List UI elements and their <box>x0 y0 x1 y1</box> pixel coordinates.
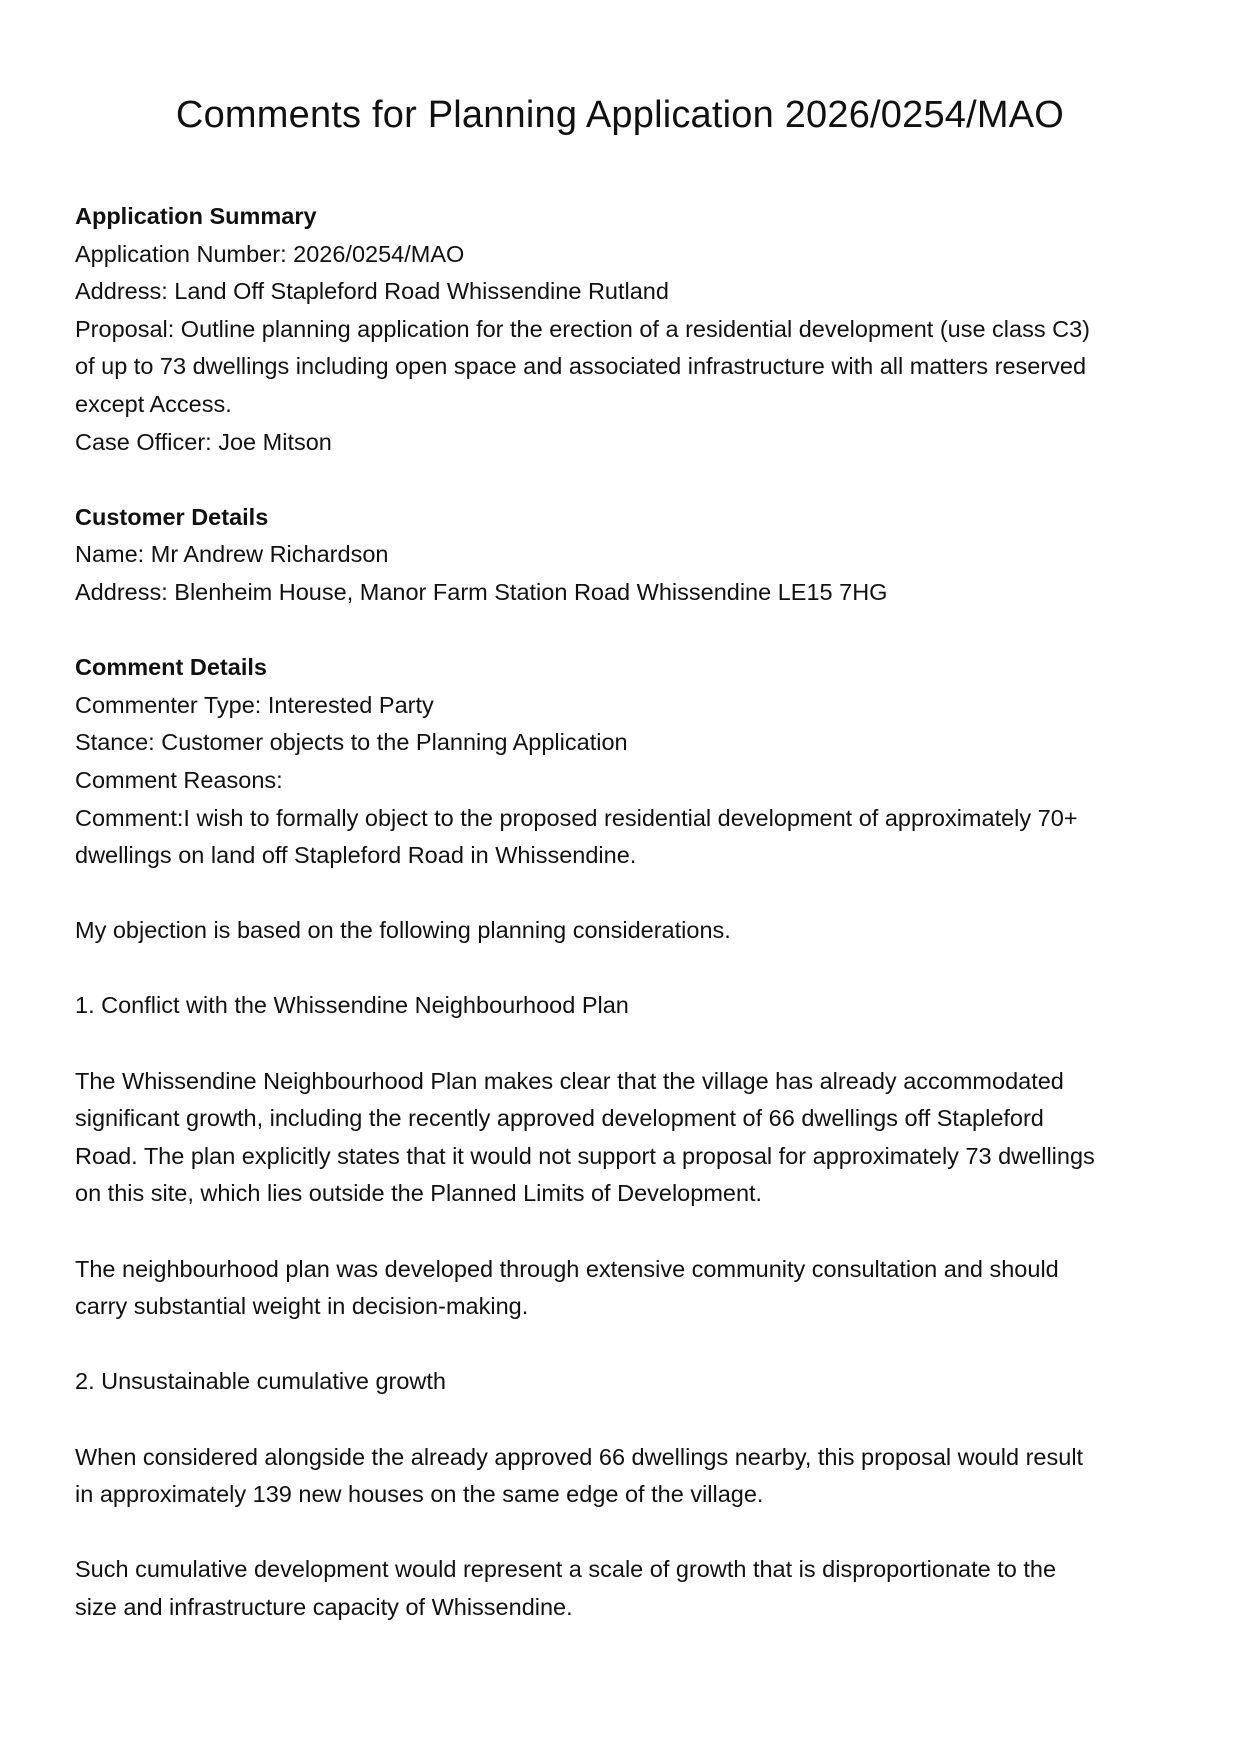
spacer <box>75 1326 1175 1364</box>
point-1-paragraph-line: significant growth, including the recently approved development of 66 dwellings off Stapleford <box>75 1105 1044 1132</box>
proposal-line: of up to 73 dwellings including open space and associated infrastructure with all matters reserved <box>75 353 1087 380</box>
spacer <box>75 1025 1175 1063</box>
point-1-paragraph-line: The Whissendine Neighbourhood Plan makes clear that the village has already accommodated <box>75 1067 1064 1094</box>
comment-details-section <box>75 649 1175 1626</box>
application-number: Application Number: 2026/0254/MAO <box>75 240 465 267</box>
customer-address: Address: Blenheim House, Manor Farm Station Road Whissendine LE15 7HG <box>75 578 888 605</box>
proposal-line: Proposal: Outline planning application for the erection of a residential development (use class C3) <box>75 315 1090 342</box>
application-summary-section <box>75 198 1175 461</box>
comment-reasons: Comment Reasons: <box>75 766 283 793</box>
spacer <box>75 875 1175 913</box>
application-address: Address: Land Off Stapleford Road Whissendine Rutland <box>75 278 669 305</box>
spacer <box>75 1514 1175 1552</box>
point-2-paragraph-line: in approximately 139 new houses on the same edge of the village. <box>75 1481 764 1508</box>
comment-intro-line: dwellings on land off Stapleford Road in Whissendine. <box>75 842 637 869</box>
page-title: Comments for Planning Application 2026/0254/MAO <box>175 94 1065 136</box>
point-2-heading: 2. Unsustainable cumulative growth <box>75 1368 446 1395</box>
customer-name: Name: Mr Andrew Richardson <box>75 541 389 568</box>
case-officer: Case Officer: Joe Mitson <box>75 428 332 455</box>
point-1-heading: 1. Conflict with the Whissendine Neighbourhood Plan <box>75 992 629 1019</box>
spacer <box>75 950 1175 988</box>
comment-intro-line: Comment:I wish to formally object to the proposed residential development of approximately 70+ <box>75 804 1078 831</box>
point-2-paragraph-2-line: Such cumulative development would represent a scale of growth that is disproportionate to the <box>75 1556 1057 1583</box>
document-body <box>75 198 1175 1627</box>
spacer <box>75 612 1175 650</box>
spacer <box>75 461 1175 499</box>
spacer <box>75 1401 1175 1439</box>
application-summary-heading: Application Summary <box>75 203 317 229</box>
point-1-paragraph-2-line: The neighbourhood plan was developed through extensive community consultation and should <box>75 1255 1059 1282</box>
spacer <box>75 1213 1175 1251</box>
point-1-paragraph-line: on this site, which lies outside the Planned Limits of Development. <box>75 1180 763 1207</box>
point-1-paragraph-line: Road. The plan explicitly states that it would not support a proposal for approximately 73 dwellings <box>75 1142 1095 1169</box>
customer-details-section <box>75 499 1175 612</box>
comment-details-heading: Comment Details <box>75 654 267 681</box>
proposal-line: except Access. <box>75 390 232 417</box>
stance: Stance: Customer objects to the Planning Application <box>75 729 628 756</box>
point-1-paragraph-2-line: carry substantial weight in decision-making. <box>75 1293 529 1320</box>
point-2-paragraph-line: When considered alongside the already approved 66 dwellings nearby, this proposal would result <box>75 1443 1084 1470</box>
commenter-type: Commenter Type: Interested Party <box>75 691 434 718</box>
customer-details-heading: Customer Details <box>75 503 269 530</box>
point-2-paragraph-2-line: size and infrastructure capacity of Whissendine. <box>75 1593 573 1620</box>
objection-basis: My objection is based on the following planning considerations. <box>75 917 731 944</box>
